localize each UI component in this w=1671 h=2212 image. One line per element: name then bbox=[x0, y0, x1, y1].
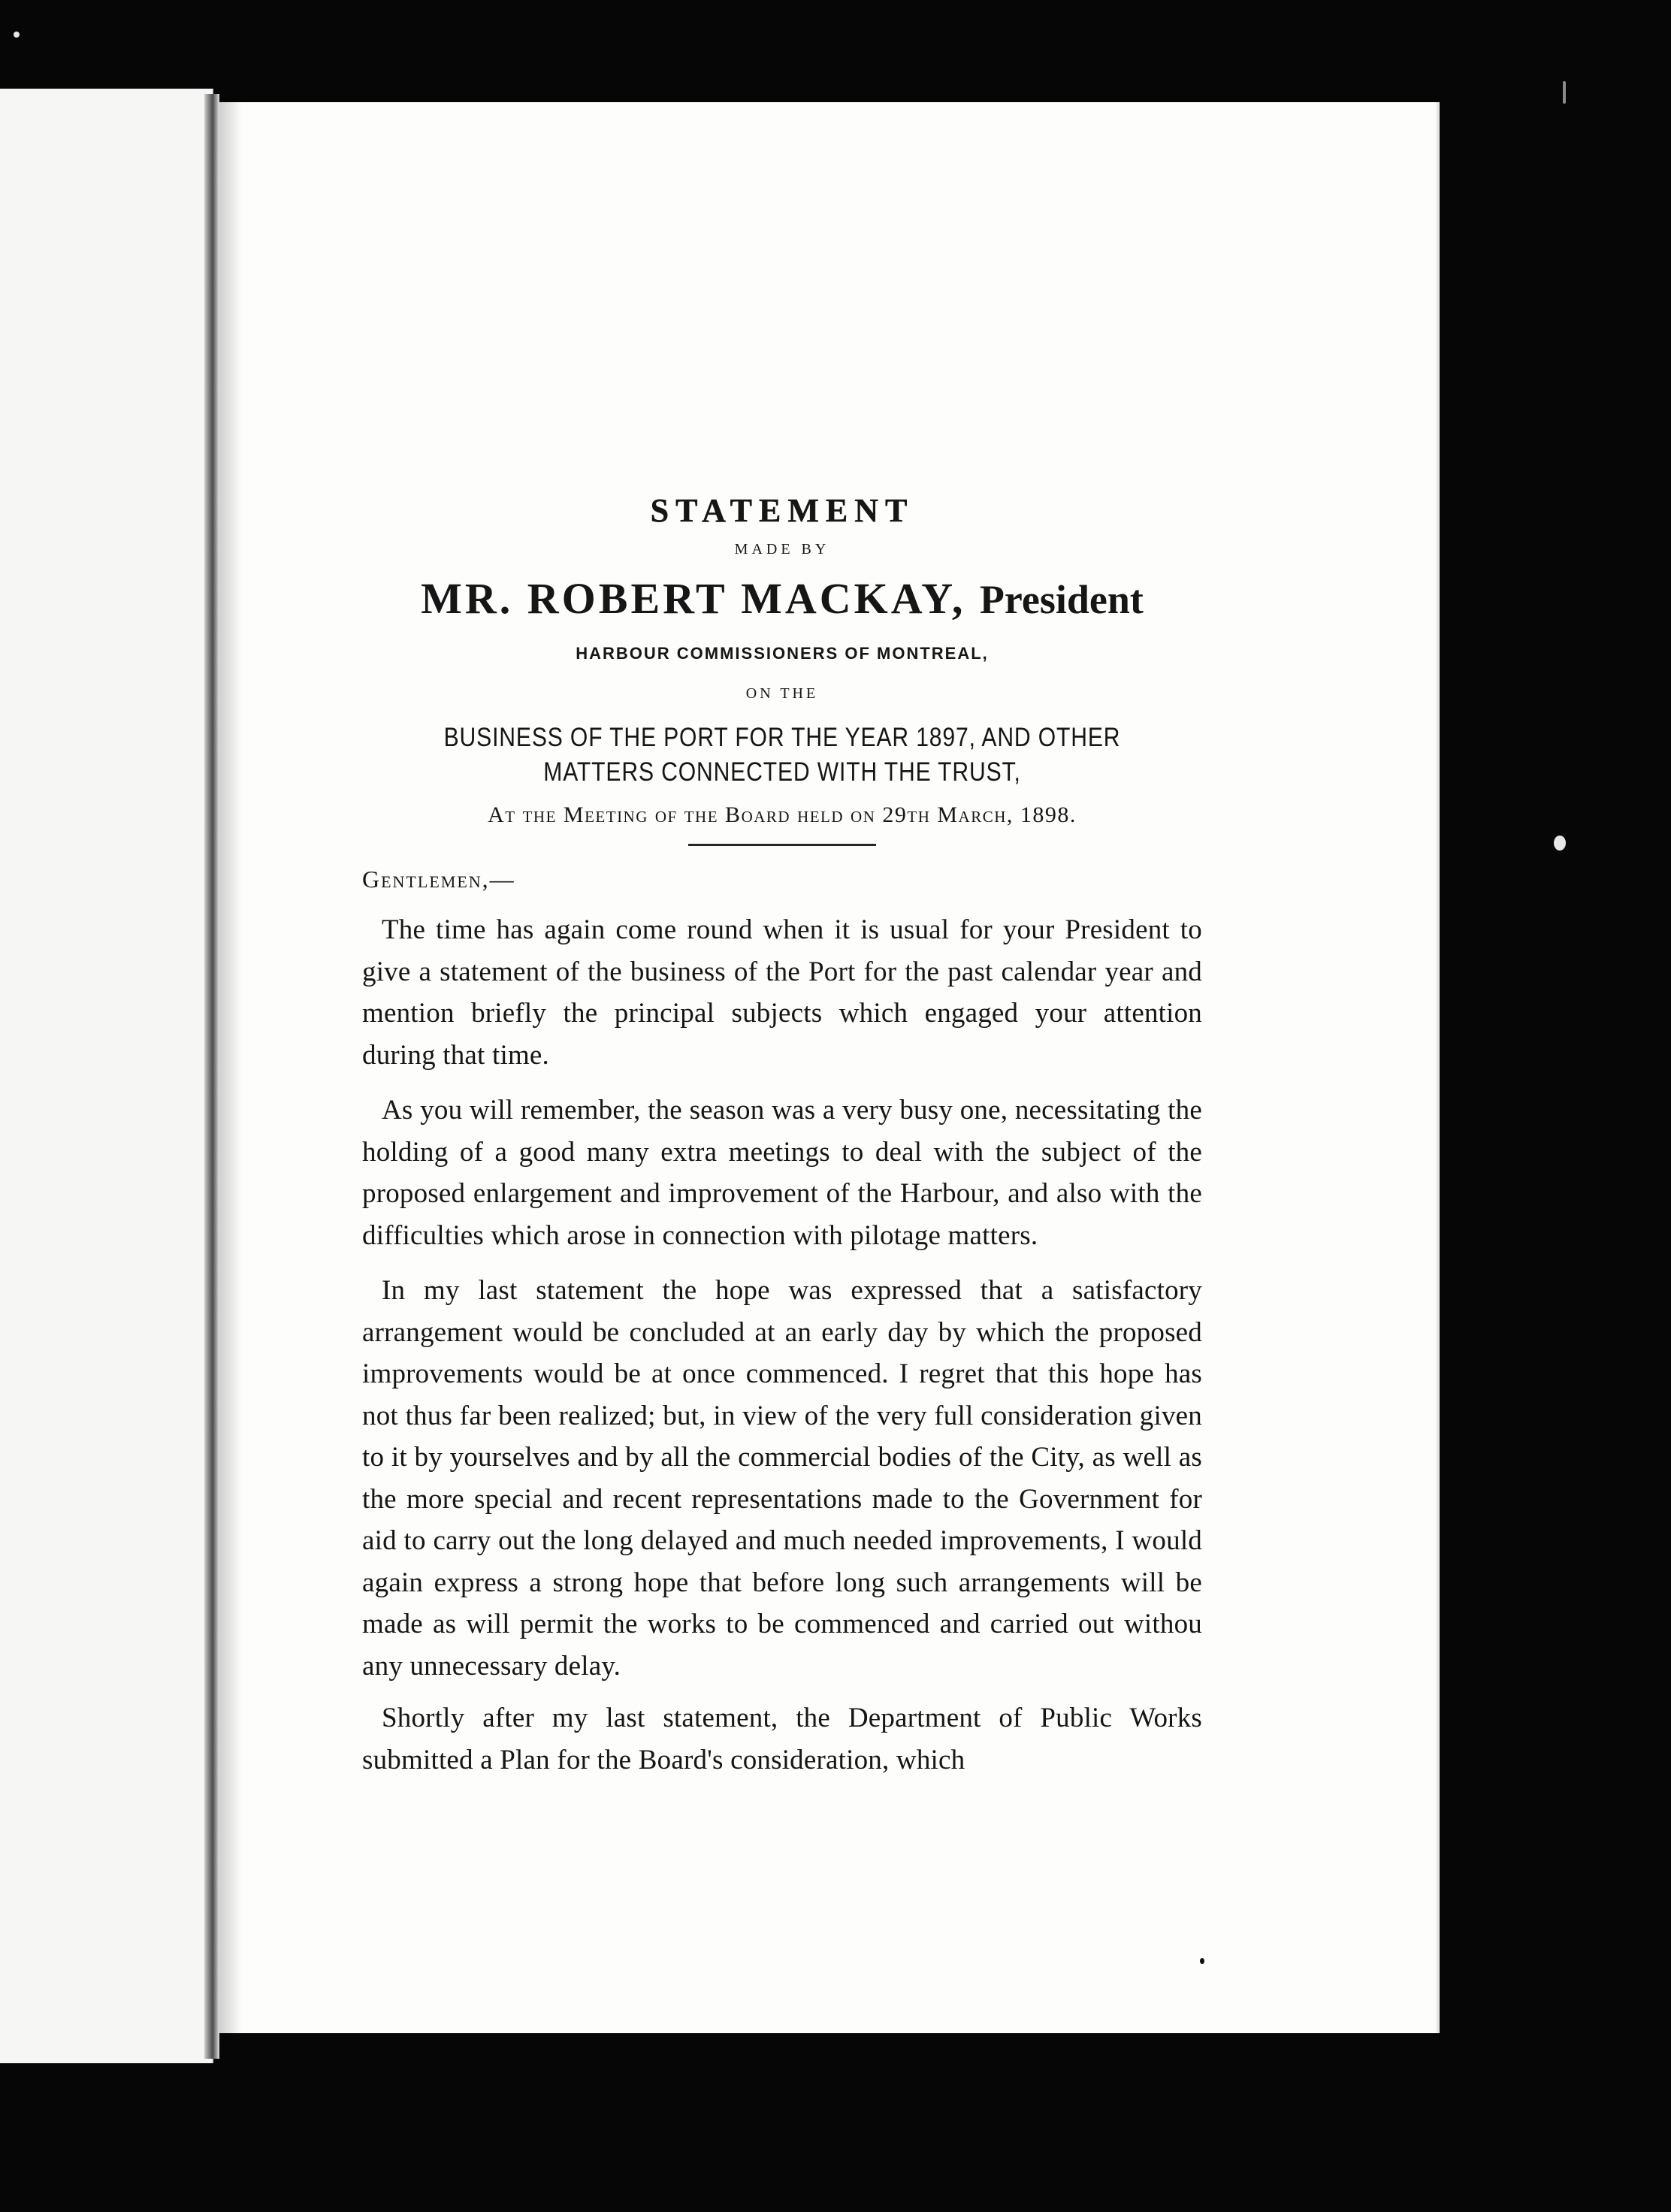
salutation: Gentlemen,— bbox=[362, 866, 515, 893]
statement-heading bbox=[362, 490, 1202, 846]
document-page bbox=[219, 102, 1440, 2033]
statement-title: STATEMENT bbox=[650, 492, 914, 529]
ink-speck bbox=[1200, 1958, 1204, 1964]
paragraph-4: Shortly after my last statement, the Department of Public Works submitted a Plan for the Board's consideration, which bbox=[362, 1703, 1202, 1775]
book-binding bbox=[204, 94, 219, 2059]
subject-line-1: BUSINESS OF THE PORT FOR THE YEAR 1897, AND OTHER bbox=[443, 723, 1121, 752]
page-text-block bbox=[362, 490, 1202, 1781]
paragraph-1: The time has again come round when it is usual for your President to give a statement of the business of the Port for the past calendar year and mention briefly the principal subjects which engaged your attention during that time. bbox=[362, 914, 1202, 1071]
author-name: MR. ROBERT MACKAY, bbox=[421, 574, 966, 623]
made-by-line: MADE BY bbox=[734, 541, 830, 558]
scan-artifact-speck bbox=[14, 32, 20, 38]
organization-line: HARBOUR COMMISSIONERS OF MONTREAL, bbox=[576, 644, 989, 663]
meeting-line: At the Meeting of the Board held on 29th March, 1898. bbox=[488, 802, 1077, 827]
subject-line-2: MATTERS CONNECTED WITH THE TRUST, bbox=[543, 757, 1021, 787]
scan-artifact-scratch bbox=[1563, 81, 1566, 104]
paragraph-2: As you will remember, the season was a very busy one, necessitating the holding of a good many extra meetings to deal with the subject of the proposed enlargement and improvement of the Harbour, and also with the difficulties which arose in connection with pilotage matters. bbox=[362, 1095, 1202, 1251]
author-line bbox=[362, 574, 1202, 624]
scan-artifact-dot bbox=[1554, 836, 1566, 851]
gutter-shadow bbox=[219, 98, 242, 2051]
paragraph-3: In my last statement the hope was expressed that a satisfactory arrangement would be concluded at an early day by which the proposed improvements would be at once commenced. I regret that this hope has not thus far been realized; but, in view of the very full consideration given to it by yourselves and by all the commercial bodies of the City, as well as the more special and recent representations made to the Government for aid to carry out the long delayed and much needed improvements, I would again express a strong hope that before long such arrangements will be made as will permit the works to be commenced and carried out withou any unnecessary delay. bbox=[362, 1275, 1202, 1682]
heading-divider bbox=[688, 844, 876, 846]
on-the-line: ON THE bbox=[745, 685, 819, 702]
facing-blank-page bbox=[0, 89, 213, 2063]
author-title: President bbox=[979, 577, 1144, 622]
